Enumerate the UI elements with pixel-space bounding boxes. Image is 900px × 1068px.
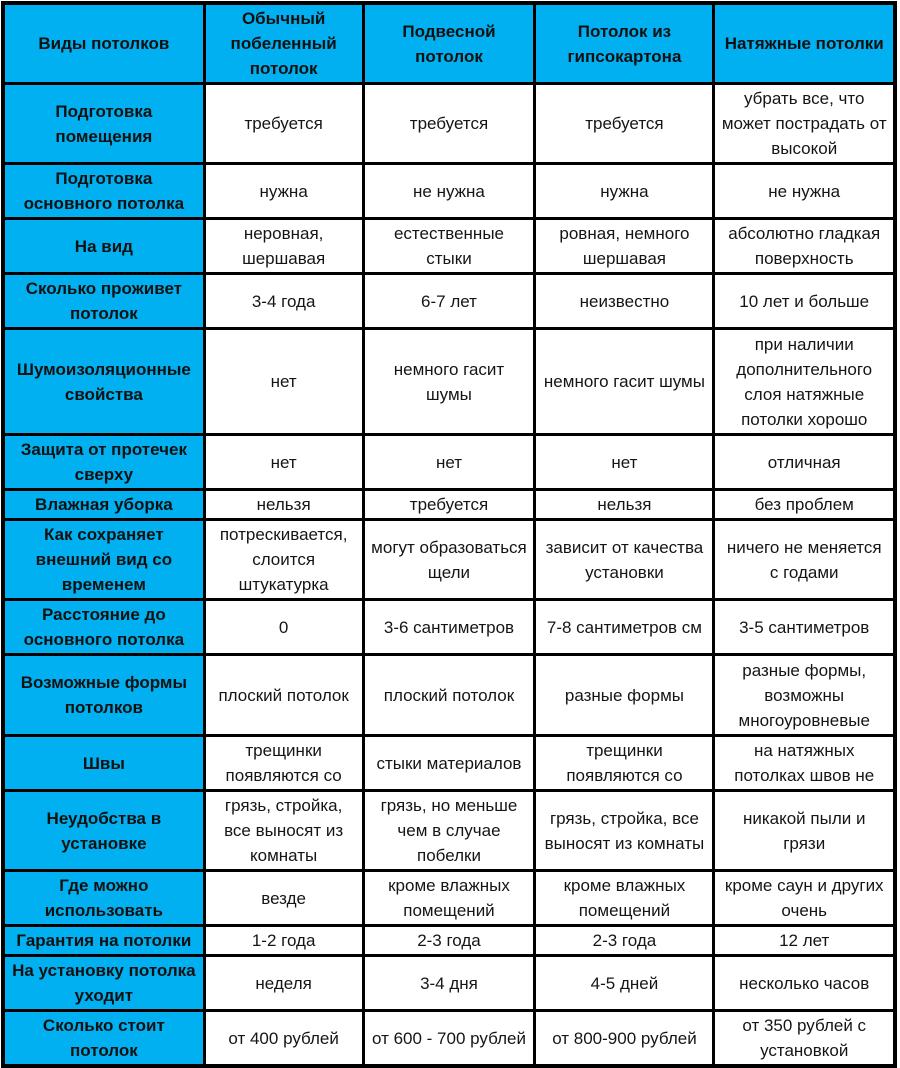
table-row <box>3 791 895 871</box>
table-row <box>3 655 895 736</box>
table-row <box>3 520 895 600</box>
table-cell: нет <box>535 435 714 490</box>
table-cell: 3-4 дня <box>363 956 535 1011</box>
column-header: Натяжные потолки <box>714 3 895 84</box>
row-label: Сколько проживет потолок <box>3 274 204 329</box>
table-cell: при наличии дополнительного слоя натяжные потолки хорошо <box>714 329 895 435</box>
table-row <box>3 274 895 329</box>
table-cell: плоский потолок <box>363 655 535 736</box>
table-cell: никакой пыли и грязи <box>714 791 895 871</box>
table-cell: 2-3 года <box>363 926 535 956</box>
row-label: Шумоизоляционные свойства <box>3 329 204 435</box>
table-cell: 4-5 дней <box>535 956 714 1011</box>
table-cell: грязь, стройка, все выносят из комнаты <box>535 791 714 871</box>
table-cell: требуется <box>363 490 535 520</box>
table-cell: 3-5 сантиметров <box>714 600 895 655</box>
table-cell: разные формы, возможны многоуровневые <box>714 655 895 736</box>
table-cell: кроме влажных помещений <box>363 871 535 926</box>
table-cell: 3-4 года <box>204 274 363 329</box>
table-cell: абсолютно гладкая поверхность <box>714 219 895 274</box>
table-cell: 1-2 года <box>204 926 363 956</box>
table-cell: 3-6 сантиметров <box>363 600 535 655</box>
table-cell: немного гасит шумы <box>535 329 714 435</box>
table-cell: нет <box>204 329 363 435</box>
row-label: Подготовка основного потолка <box>3 164 204 219</box>
table-cell: могут образоваться щели <box>363 520 535 600</box>
table-cell: на натяжных потолках швов не <box>714 736 895 791</box>
table-cell: 2-3 года <box>535 926 714 956</box>
table-cell: требуется <box>535 84 714 164</box>
table-cell: грязь, но меньше чем в случае побелки <box>363 791 535 871</box>
table-cell: нельзя <box>535 490 714 520</box>
table-cell: нельзя <box>204 490 363 520</box>
table-row <box>3 164 895 219</box>
row-label: Швы <box>3 736 204 791</box>
table-cell: отличная <box>714 435 895 490</box>
table-row <box>3 871 895 926</box>
table-cell: грязь, стройка, все выносят из комнаты <box>204 791 363 871</box>
table-cell: не нужна <box>363 164 535 219</box>
row-label: Защита от протечек сверху <box>3 435 204 490</box>
table-row <box>3 329 895 435</box>
row-label: Где можно использовать <box>3 871 204 926</box>
table-cell: требуется <box>363 84 535 164</box>
table-row <box>3 956 895 1011</box>
table-cell: от 350 рублей с установкой <box>714 1011 895 1067</box>
table-cell: плоский потолок <box>204 655 363 736</box>
table-cell: кроме саун и других очень <box>714 871 895 926</box>
table-cell: неделя <box>204 956 363 1011</box>
row-label: Влажная уборка <box>3 490 204 520</box>
table-header-row <box>3 3 895 84</box>
column-header: Подвесной потолок <box>363 3 535 84</box>
table-row <box>3 219 895 274</box>
row-label: Неудобства в установке <box>3 791 204 871</box>
table-cell: 7-8 сантиметров см <box>535 600 714 655</box>
table-cell: стыки материалов <box>363 736 535 791</box>
table-cell: разные формы <box>535 655 714 736</box>
table-row <box>3 600 895 655</box>
table-cell: от 400 рублей <box>204 1011 363 1067</box>
table-cell: 12 лет <box>714 926 895 956</box>
table-row <box>3 736 895 791</box>
table-row <box>3 490 895 520</box>
table-cell: нужна <box>535 164 714 219</box>
row-label: Расстояние до основного потолка <box>3 600 204 655</box>
table-cell: кроме влажных помещений <box>535 871 714 926</box>
column-header: Потолок из гипсокартона <box>535 3 714 84</box>
table-cell: от 800-900 рублей <box>535 1011 714 1067</box>
table-cell: трещинки появляются со <box>204 736 363 791</box>
table-cell: естественные стыки <box>363 219 535 274</box>
row-label: На установку потолка уходит <box>3 956 204 1011</box>
table-cell: нужна <box>204 164 363 219</box>
table-cell: убрать все, что может пострадать от высокой <box>714 84 895 164</box>
table-cell: ровная, немного шершавая <box>535 219 714 274</box>
table-row <box>3 435 895 490</box>
table-cell: несколько часов <box>714 956 895 1011</box>
table-cell: 10 лет и больше <box>714 274 895 329</box>
row-label: Подготовка помещения <box>3 84 204 164</box>
table-cell: без проблем <box>714 490 895 520</box>
table-body <box>3 84 895 1067</box>
table-cell: ничего не меняется с годами <box>714 520 895 600</box>
row-label: Возможные формы потолков <box>3 655 204 736</box>
row-label: Сколько стоит потолок <box>3 1011 204 1067</box>
table-cell: требуется <box>204 84 363 164</box>
table-cell: не нужна <box>714 164 895 219</box>
table-cell: трещинки появляются со <box>535 736 714 791</box>
row-label: Гарантия на потолки <box>3 926 204 956</box>
table-cell: везде <box>204 871 363 926</box>
ceiling-comparison-table <box>1 1 897 1068</box>
table-cell: немного гасит шумы <box>363 329 535 435</box>
table-cell: от 600 - 700 рублей <box>363 1011 535 1067</box>
table-cell: зависит от качества установки <box>535 520 714 600</box>
column-header: Виды потолков <box>3 3 204 84</box>
table-cell: 6-7 лет <box>363 274 535 329</box>
table-row <box>3 84 895 164</box>
column-header: Обычный побеленный потолок <box>204 3 363 84</box>
table-row <box>3 1011 895 1067</box>
table-row <box>3 926 895 956</box>
table-cell: 0 <box>204 600 363 655</box>
table-cell: нет <box>363 435 535 490</box>
table-cell: потрескивается, слоится штукатурка <box>204 520 363 600</box>
row-label: Как сохраняет внешний вид со временем <box>3 520 204 600</box>
table-cell: нет <box>204 435 363 490</box>
table-cell: неизвестно <box>535 274 714 329</box>
row-label: На вид <box>3 219 204 274</box>
table-cell: неровная, шершавая <box>204 219 363 274</box>
